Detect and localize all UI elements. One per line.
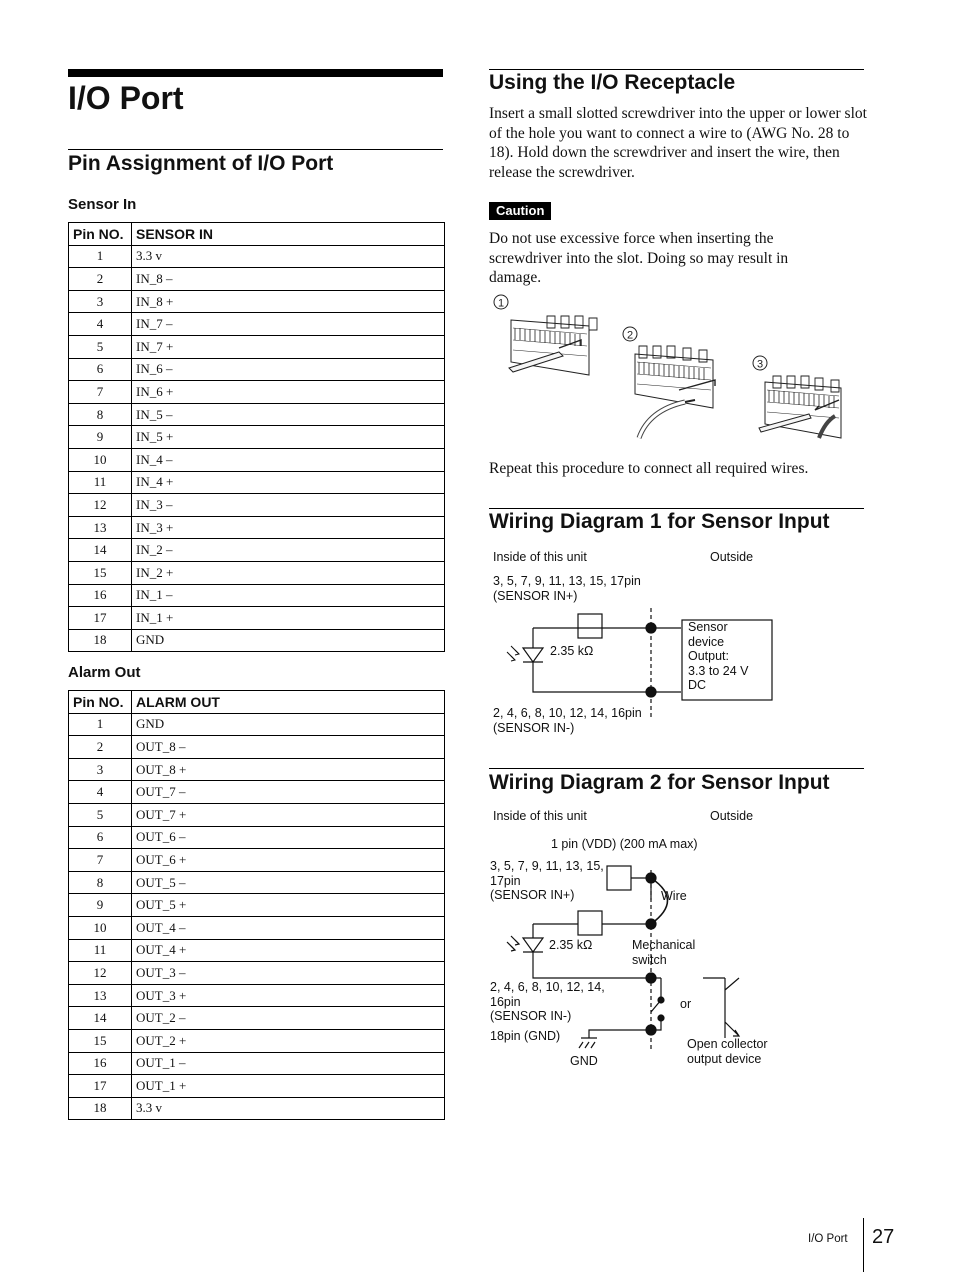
table-row [69, 1007, 445, 1030]
pin-number: 5 [69, 803, 132, 826]
screwdriver-3 [759, 414, 811, 432]
wiring2-gnd-label: GND [570, 1054, 598, 1068]
pin-signal: IN_3 + [132, 516, 445, 539]
wire-3 [819, 416, 835, 438]
table-row [69, 962, 445, 985]
pin-number: 15 [69, 561, 132, 584]
sensor-minus-line [533, 952, 651, 978]
pin-signal: OUT_1 – [132, 1052, 445, 1075]
table-row [69, 1029, 445, 1052]
table-row [69, 1075, 445, 1098]
table-row [69, 894, 445, 917]
receptacle-instructions: Insert a small slotted screwdriver into the upper or lower slot of the hole you want to connect a wire to (AWG No. 28 to 18). Hold down the screwdriver and insert the wire, then release the screwdriver. [489, 105, 867, 181]
table-row [69, 758, 445, 781]
pin-signal: OUT_7 + [132, 803, 445, 826]
pin-signal: 3.3 v [132, 1097, 445, 1120]
column-header: Pin NO. [69, 691, 132, 714]
using-receptacle-heading: Using the I/O Receptacle [489, 71, 736, 94]
pin-number: 14 [69, 539, 132, 562]
wiring1-plus-pins: 3, 5, 7, 9, 11, 13, 15, 17pin (SENSOR IN+) [493, 574, 641, 603]
pin-signal: IN_3 – [132, 494, 445, 517]
switch-contact [658, 1015, 664, 1021]
pin-number: 7 [69, 381, 132, 404]
pin-number: 13 [69, 516, 132, 539]
screwdriver-illustration [489, 290, 859, 445]
led-symbol [523, 938, 543, 952]
wiring2-switch-label: Mechanical switch [632, 938, 696, 967]
pin-signal: OUT_5 + [132, 894, 445, 917]
table-row [69, 939, 445, 962]
pin-number: 2 [69, 268, 132, 291]
pin-number: 18 [69, 629, 132, 652]
pin-number: 14 [69, 1007, 132, 1030]
pin-number: 6 [69, 358, 132, 381]
pin-signal: OUT_7 – [132, 781, 445, 804]
sensor-device-label: Sensor device Output: 3.3 to 24 V DC [688, 620, 749, 692]
title-bar [68, 69, 443, 77]
table-row [69, 358, 445, 381]
resistor-box-vdd [607, 866, 631, 890]
table-row [69, 713, 445, 736]
sensor-minus-line [533, 662, 651, 692]
wiring2-vdd-label: 1 pin (VDD) (200 mA max) [551, 837, 698, 851]
pin-number: 4 [69, 781, 132, 804]
pin-signal: IN_5 + [132, 426, 445, 449]
pin-number: 15 [69, 1029, 132, 1052]
pin-number: 11 [69, 939, 132, 962]
table-row [69, 871, 445, 894]
pin-number: 5 [69, 335, 132, 358]
wiring2-wire-label: Wire [661, 889, 687, 903]
column-header: ALARM OUT [132, 691, 445, 714]
table-row [69, 916, 445, 939]
pin-number: 8 [69, 871, 132, 894]
wiring2-plus-pins: 3, 5, 7, 9, 11, 13, 15, 17pin (SENSOR IN+) [490, 859, 604, 902]
table-row [69, 561, 445, 584]
table-row [69, 426, 445, 449]
terminal-block-3 [765, 382, 841, 438]
table-row [69, 539, 445, 562]
table-header-row [69, 223, 445, 246]
wiring1-heading: Wiring Diagram 1 for Sensor Input [489, 510, 830, 533]
pin-signal: OUT_6 + [132, 849, 445, 872]
pin-number: 7 [69, 849, 132, 872]
table-row [69, 403, 445, 426]
pin-signal: OUT_4 – [132, 916, 445, 939]
wiring2-collector-label: Open collector output device [687, 1037, 768, 1066]
table-row [69, 245, 445, 268]
pin-signal: OUT_5 – [132, 871, 445, 894]
pin-number: 1 [69, 713, 132, 736]
table-row [69, 826, 445, 849]
pin-signal: GND [132, 713, 445, 736]
pin-signal: IN_7 – [132, 313, 445, 336]
caution-badge: Caution [489, 202, 551, 220]
pin-signal: IN_2 – [132, 539, 445, 562]
pin-number: 9 [69, 426, 132, 449]
pin-signal: OUT_3 – [132, 962, 445, 985]
pin-signal: IN_6 + [132, 381, 445, 404]
wiring2-minus-pins: 2, 4, 6, 8, 10, 12, 14, 16pin (SENSOR IN-) [490, 980, 605, 1023]
section-rule [489, 768, 864, 769]
pin-signal: OUT_8 + [132, 758, 445, 781]
pin-number: 10 [69, 448, 132, 471]
footer-divider [863, 1218, 864, 1272]
pin-number: 3 [69, 290, 132, 313]
alarm-out-table [68, 690, 445, 1120]
ground-symbol [579, 1038, 597, 1048]
column-header: SENSOR IN [132, 223, 445, 246]
terminal-dot [646, 1025, 656, 1035]
table-row [69, 584, 445, 607]
table-row [69, 516, 445, 539]
table-row [69, 849, 445, 872]
pin-signal: IN_1 + [132, 607, 445, 630]
pin-signal: OUT_4 + [132, 939, 445, 962]
table-row [69, 494, 445, 517]
terminal-dot [646, 973, 656, 983]
pin-signal: IN_4 + [132, 471, 445, 494]
table-row [69, 290, 445, 313]
pin-signal: IN_6 – [132, 358, 445, 381]
pin-number: 12 [69, 962, 132, 985]
table-row [69, 803, 445, 826]
terminal-dot [646, 873, 656, 883]
pin-number: 18 [69, 1097, 132, 1120]
pin-number: 11 [69, 471, 132, 494]
terminal-dot [646, 919, 656, 929]
resistor-box [578, 614, 602, 638]
page-number: 27 [872, 1226, 895, 1248]
terminal-dot [646, 687, 656, 697]
wiring-diagram-2 [489, 850, 769, 1060]
pin-signal: IN_1 – [132, 584, 445, 607]
pin-signal: OUT_1 + [132, 1075, 445, 1098]
wiring1-minus-pins: 2, 4, 6, 8, 10, 12, 14, 16pin (SENSOR IN-) [493, 706, 642, 735]
pin-signal: OUT_2 – [132, 1007, 445, 1030]
pin-number: 6 [69, 826, 132, 849]
pin-signal: IN_2 + [132, 561, 445, 584]
pin-number: 17 [69, 607, 132, 630]
pin-number: 1 [69, 245, 132, 268]
pin-number: 16 [69, 584, 132, 607]
pin-number: 2 [69, 736, 132, 759]
switch-contact [658, 997, 664, 1003]
pin-signal: GND [132, 629, 445, 652]
wiring2-gnd-pin: 18pin (GND) [490, 1029, 561, 1043]
table-header-row [69, 691, 445, 714]
table-row [69, 381, 445, 404]
pin-signal: IN_8 + [132, 290, 445, 313]
pin-signal: IN_7 + [132, 335, 445, 358]
step-1-number: 1 [497, 297, 505, 310]
pin-number: 4 [69, 313, 132, 336]
wiring1-resistor-label: 2.35 kΩ [550, 644, 594, 658]
column-header: Pin NO. [69, 223, 132, 246]
pin-number: 3 [69, 758, 132, 781]
pin-number: 16 [69, 1052, 132, 1075]
pin-signal: OUT_3 + [132, 984, 445, 1007]
wire-2 [639, 402, 685, 438]
pin-signal: OUT_2 + [132, 1029, 445, 1052]
pin-signal: IN_4 – [132, 448, 445, 471]
wiring2-or-label: or [680, 997, 692, 1011]
footer-section-name: I/O Port [808, 1233, 848, 1245]
wiring2-resistor-label: 2.35 kΩ [549, 938, 593, 952]
pin-number: 8 [69, 403, 132, 426]
table-row [69, 984, 445, 1007]
table-row [69, 629, 445, 652]
wiring2-inside-label: Inside of this unit [493, 809, 587, 823]
wire-loop [651, 878, 668, 924]
pin-assignment-heading: Pin Assignment of I/O Port [68, 152, 334, 175]
pin-number: 12 [69, 494, 132, 517]
repeat-instruction: Repeat this procedure to connect all required wires. [489, 460, 809, 477]
terminal-dot [646, 623, 656, 633]
pin-number: 9 [69, 894, 132, 917]
table-row [69, 313, 445, 336]
sensor-in-heading: Sensor In [68, 196, 137, 213]
pin-signal: OUT_6 – [132, 826, 445, 849]
page-title: I/O Port [68, 80, 184, 116]
table-row [69, 736, 445, 759]
wiring2-outside-label: Outside [710, 809, 754, 823]
table-row [69, 1097, 445, 1120]
led-symbol [523, 648, 543, 662]
table-row [69, 268, 445, 291]
resistor-box [578, 911, 602, 935]
transistor-symbol [703, 978, 739, 1038]
step-2-number: 2 [626, 329, 634, 342]
table-row [69, 335, 445, 358]
step-3-number: 3 [756, 358, 764, 371]
pin-number: 10 [69, 916, 132, 939]
wiring2-heading: Wiring Diagram 2 for Sensor Input [489, 771, 830, 794]
table-row [69, 781, 445, 804]
pin-signal: IN_5 – [132, 403, 445, 426]
wiring1-outside-label: Outside [710, 550, 754, 564]
pin-number: 13 [69, 984, 132, 1007]
table-row [69, 607, 445, 630]
table-row [69, 1052, 445, 1075]
caution-text: Do not use excessive force when inserting the screwdriver into the slot. Doing so may result in damage. [489, 230, 789, 286]
pin-signal: 3.3 v [132, 245, 445, 268]
alarm-out-heading: Alarm Out [68, 664, 141, 681]
wiring1-inside-label: Inside of this unit [493, 550, 587, 564]
section-rule [68, 149, 443, 150]
table-row [69, 448, 445, 471]
table-row [69, 471, 445, 494]
sensor-in-table [68, 222, 445, 652]
pin-signal: IN_8 – [132, 268, 445, 291]
pin-number: 17 [69, 1075, 132, 1098]
pin-signal: OUT_8 – [132, 736, 445, 759]
